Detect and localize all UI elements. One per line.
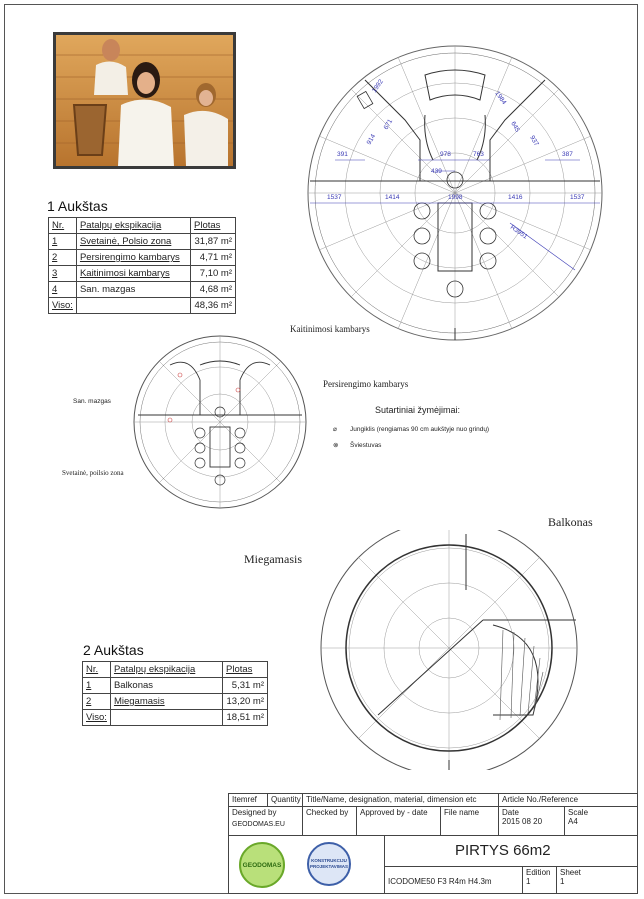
row-name: San. mazgas bbox=[76, 282, 190, 298]
itemref-header: Itemref bbox=[228, 793, 268, 807]
label-san-mazgas: San. mazgas bbox=[73, 398, 111, 405]
col-name: Patalpų ekspikacija bbox=[76, 218, 190, 234]
floor2-plan bbox=[318, 530, 580, 770]
legend-title: Sutartiniai žymėjimai: bbox=[375, 405, 461, 415]
row-name: Persirengimo kambarys bbox=[76, 250, 190, 266]
sheet-cell bbox=[556, 866, 638, 894]
spec-cell bbox=[384, 866, 523, 894]
title-header: Title/Name, designation, material, dimension etc bbox=[302, 793, 499, 807]
edition-label: Edition bbox=[526, 868, 551, 877]
dim-1992: 1992 bbox=[370, 78, 385, 95]
row-area: 4,68 m² bbox=[191, 282, 236, 298]
edition-cell bbox=[522, 866, 557, 894]
row-area: 13,20 m² bbox=[223, 694, 268, 710]
floor1-small-plan bbox=[130, 335, 310, 515]
total-label: Viso: bbox=[83, 710, 111, 726]
label-persirengimo: Persirengimo kambarys bbox=[323, 379, 409, 389]
date-label: Date bbox=[502, 808, 519, 817]
dim-1416: 1416 bbox=[508, 194, 523, 201]
konstrukciju-logo: KONSTRUKCIJU PROJEKTAVIMAS bbox=[307, 842, 351, 886]
date-value: 2015 08 20 bbox=[502, 817, 543, 826]
scale-label: Scale bbox=[568, 808, 589, 817]
table-total-row bbox=[49, 298, 236, 314]
logo-cell bbox=[228, 835, 385, 894]
label-svetaine: Svetainė, poilsio zona bbox=[62, 469, 124, 477]
row-nr: 4 bbox=[49, 282, 77, 298]
designed-by-label: Designed by bbox=[232, 808, 277, 817]
file-name-label: File name bbox=[440, 806, 499, 836]
dim-671: 671 bbox=[382, 118, 395, 131]
floor2-title: 2 Aukštas bbox=[83, 642, 144, 658]
dim-radius: R3951 bbox=[508, 223, 529, 241]
col-area: Plotas bbox=[223, 662, 268, 678]
designer-name: GEODOMAS.EU bbox=[232, 821, 285, 828]
table-row bbox=[49, 266, 236, 282]
table-row bbox=[83, 678, 268, 694]
dim-1984: 1984 bbox=[493, 90, 508, 106]
row-name: Miegamasis bbox=[110, 694, 222, 710]
approved-by-label: Approved by - date bbox=[356, 806, 441, 836]
scale-value: A4 bbox=[568, 817, 578, 826]
project-spec: ICODOME50 F3 R4m H4.3m bbox=[388, 877, 492, 886]
dim-937: 937 bbox=[528, 134, 540, 148]
row-name: Balkonas bbox=[110, 678, 222, 694]
col-nr: Nr. bbox=[49, 218, 77, 234]
checked-by-label: Checked by bbox=[302, 806, 357, 836]
floor1-title: 1 Aukštas bbox=[47, 198, 108, 214]
dim-1537-left: 1537 bbox=[327, 194, 342, 201]
quantity-header: Quantity bbox=[267, 793, 303, 807]
table-header-row bbox=[83, 662, 268, 678]
dim-763: 763 bbox=[473, 151, 484, 158]
dim-978: 978 bbox=[440, 151, 451, 158]
floor1-large-plan bbox=[305, 45, 605, 350]
project-title-cell bbox=[384, 835, 638, 867]
row-nr: 1 bbox=[83, 678, 111, 694]
dim-439: 439 bbox=[431, 168, 442, 175]
row-area: 5,31 m² bbox=[223, 678, 268, 694]
table-row bbox=[83, 694, 268, 710]
lamp-icon: ⊗ bbox=[333, 442, 339, 449]
project-title: PIRTYS 66m2 bbox=[455, 842, 551, 859]
row-nr: 3 bbox=[49, 266, 77, 282]
row-name: Svetainė, Polsio zona bbox=[76, 234, 190, 250]
sauna-photo bbox=[53, 32, 236, 169]
dim-1414: 1414 bbox=[385, 194, 400, 201]
dim-1537-right: 1537 bbox=[570, 194, 585, 201]
title-block bbox=[228, 793, 638, 894]
dim-914: 914 bbox=[365, 133, 378, 146]
dim-391: 391 bbox=[337, 151, 348, 158]
row-name: Kaitinimosi kambarys bbox=[76, 266, 190, 282]
label-kaitinimosi: Kaitinimosi kambarys bbox=[290, 324, 370, 334]
row-area: 7,10 m² bbox=[191, 266, 236, 282]
dim-645: 645 bbox=[509, 120, 521, 134]
article-header: Article No./Reference bbox=[498, 793, 638, 807]
row-area: 4,71 m² bbox=[191, 250, 236, 266]
dim-1998: 1998 bbox=[448, 194, 463, 201]
row-nr: 2 bbox=[83, 694, 111, 710]
row-area: 31,87 m² bbox=[191, 234, 236, 250]
total-area: 48,36 m² bbox=[191, 298, 236, 314]
scale-cell bbox=[564, 806, 638, 836]
table-row bbox=[49, 234, 236, 250]
total-label: Viso: bbox=[49, 298, 77, 314]
label-miegamasis: Miegamasis bbox=[244, 552, 302, 566]
sheet-value: 1 bbox=[560, 877, 565, 886]
geodomas-logo: GEODOMAS bbox=[239, 842, 285, 888]
total-area: 18,51 m² bbox=[223, 710, 268, 726]
label-balkonas: Balkonas bbox=[548, 515, 593, 529]
dim-387: 387 bbox=[562, 151, 573, 158]
table-header-row bbox=[49, 218, 236, 234]
edition-value: 1 bbox=[526, 877, 531, 886]
switch-icon: ⌀ bbox=[333, 426, 337, 433]
col-area: Plotas bbox=[191, 218, 236, 234]
col-nr: Nr. bbox=[83, 662, 111, 678]
sheet-label: Sheet bbox=[560, 868, 581, 877]
designed-by-cell bbox=[228, 806, 303, 836]
floor2-table bbox=[82, 661, 268, 726]
table-row bbox=[49, 250, 236, 266]
row-nr: 2 bbox=[49, 250, 77, 266]
legend-lamp: Šviestuvas bbox=[350, 442, 382, 449]
row-nr: 1 bbox=[49, 234, 77, 250]
table-row bbox=[49, 282, 236, 298]
table-total-row bbox=[83, 710, 268, 726]
date-cell bbox=[498, 806, 565, 836]
col-name: Patalpų ekspikacija bbox=[110, 662, 222, 678]
legend-switch: Jungiklis (rengiamas 90 cm aukštyje nuo grindų) bbox=[350, 426, 490, 433]
floor1-table bbox=[48, 217, 236, 314]
